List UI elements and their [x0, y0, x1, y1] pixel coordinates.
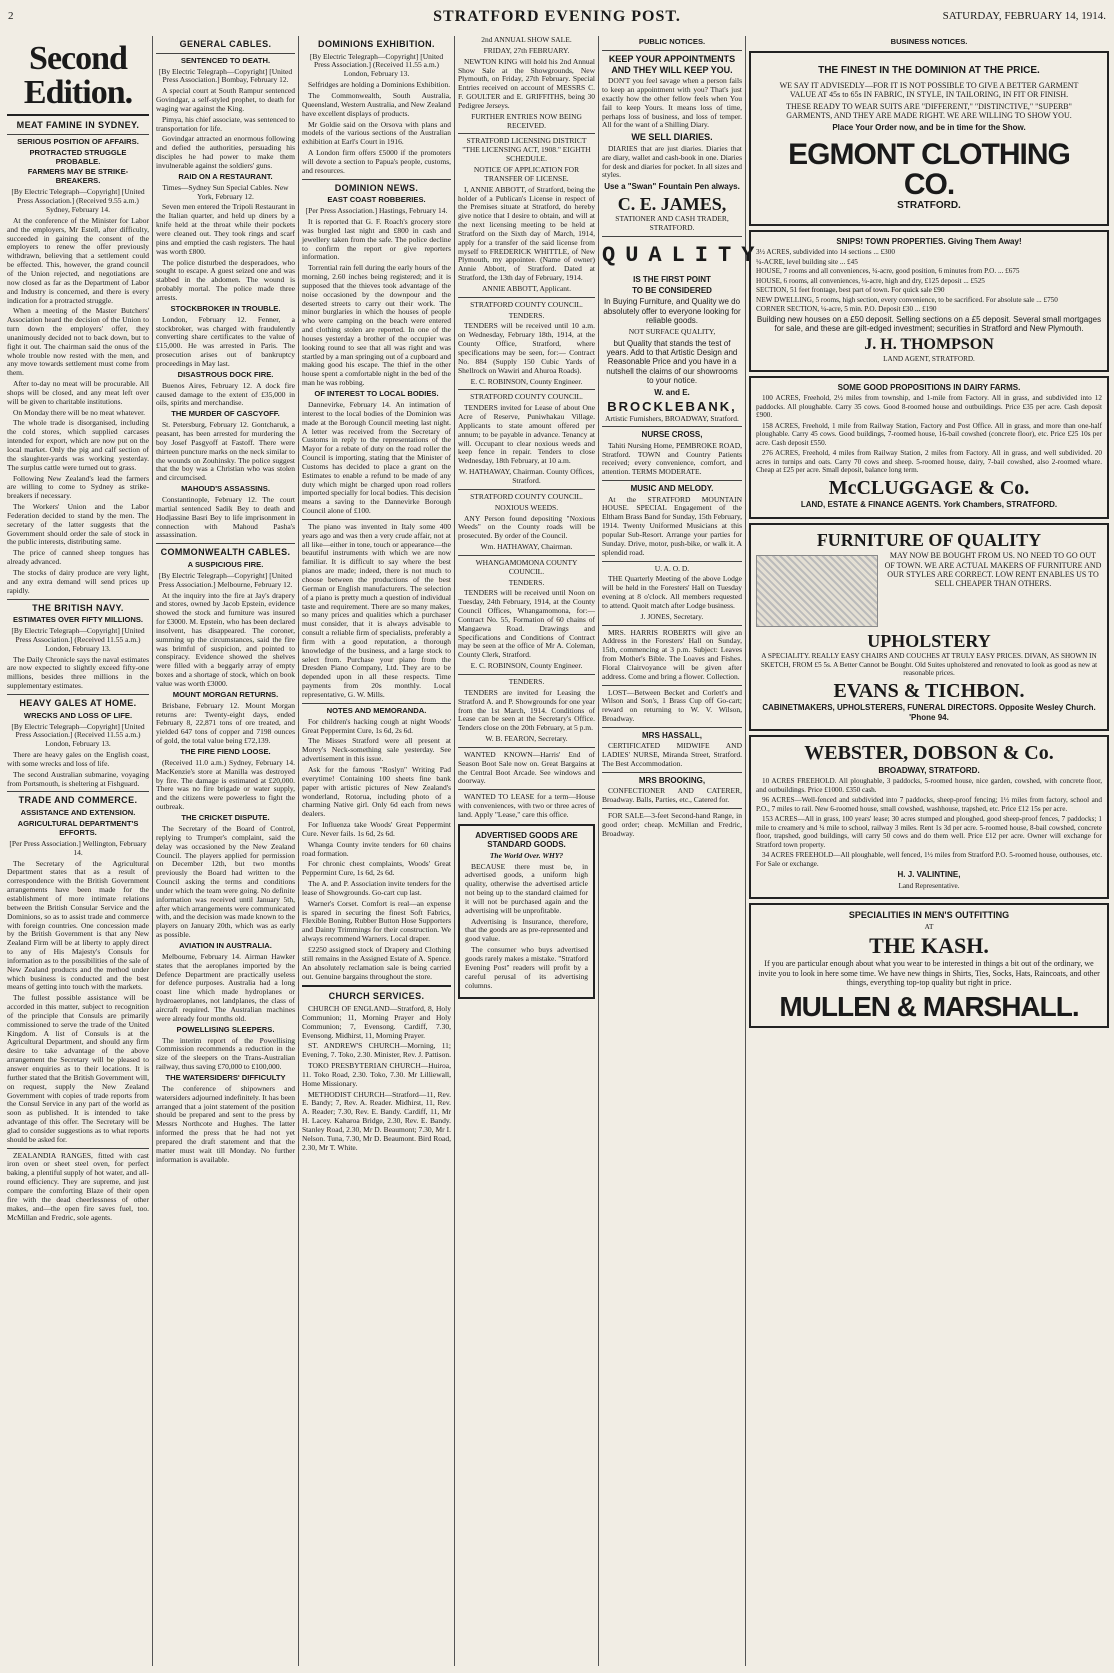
column-1 — [4, 36, 152, 1666]
article-paragraph: The interim report of the Powellising Commission recommends a reduction in the size of the sleepers on the Trans-Australian railway, thus saving £70,000 to £100,000. — [156, 1035, 295, 1072]
ad-signature: Land Representative. — [898, 881, 960, 890]
advertiser-name: THE KASH. — [869, 933, 989, 959]
property-listing: SECTION, 51 feet frontage, best part of town. For quick sale £90 — [756, 286, 945, 295]
subheadline: THE WATERSIDERS' DIFFICULTY — [165, 1072, 286, 1082]
article-paragraph: The price of canned sheep tongues has already advanced. — [7, 548, 149, 567]
notice-heading: STRATFORD COUNTY COUNCIL. — [470, 392, 583, 402]
subheadline: EAST COAST ROBBERIES. — [327, 195, 426, 205]
article-paragraph: The second Australian submarine, voyaging from Portsmouth, is sheltering at Fishguard. — [7, 769, 149, 788]
property-listing: 3½ ACRES, subdivided into 14 sections ... £300 — [756, 248, 895, 257]
advertisement-zealandia: ZEALANDIA RANGES, fitted with cast iron oven or sheet steel oven, for perfect baking, a plentiful supply of hot water, and all-round efficiency. They are supreme, and just compare the comforting Blaze of their open fire with the dead cheerlessness of other makes, and—the open fire saves fuel, too. McMillan and Fredric, sole agents. — [7, 1150, 149, 1222]
ad-body: DIARIES that are just diaries. Diaries that are diary, wallet and cash-book in one. Diaries for desk and diaries for pocket. In all sizes and styles. — [602, 143, 742, 180]
property-listing: ¼-ACRE, level building site ... £45 — [756, 257, 858, 266]
advertiser-name: BROCKLEBANK, — [607, 399, 737, 415]
ad-heading: SOME GOOD PROPOSITIONS IN DAIRY FARMS. — [837, 383, 1021, 392]
ad-text: In Buying Furniture, and Quality we do absolutely offer to everyone looking for reliable goods. — [603, 297, 741, 326]
notice-signature: W. B. FEARON, Secretary. — [485, 734, 568, 744]
notice-signature: E. C. ROBINSON, County Engineer. — [470, 376, 583, 386]
classified-ad: WANTED KNOWN—Harris' End of Season Boot Sale now on. Great Bargains at the Central Boot Arcade. See windows and doorway. — [458, 749, 595, 786]
article-paragraph: The Secretary of the Agricultural Department states that as a result of correspondence with the British Government arrangements have been made for the establishment of more intimate relations between the British Consular Service and the Dominions, so as to assist trade and commerce with foreign countries. One concession made by the British Government is that any New Zealand Firm will be at liberty to apply direct to any of His Majesty's Consuls for information as to the possibilities of the sale of New Zealand products and the method under which business is conducted and the best means of getting into touch with the markets. — [7, 858, 149, 992]
notice-body: TENDERS invited for Lease of about One Acre of Reserve, Puniwhakau Village. Applicants to state amount offered per annum; to be payable in advance. Tenancy at will. Occupant to clear noxious weeds and keep fence in repair. Tenders to close Wednesday, 18th February, at 10 a.m. — [458, 403, 595, 466]
kash-ad — [749, 903, 1109, 1028]
article-paragraph: The Secretary of the Board of Control, replying to Trumper's complaint, said the delay was occasioned by the New Zealand Council. The players applied for permission on December 12th, but two months previously the Board had written to the Council asking the terms and conditions under which the team were going. No definite information was received until January 5th, after which arrangements were communicated with, and the decision was made known to the players on January 20th, which was as early as possible. — [156, 823, 295, 940]
classified-ad: WANTED TO LEASE for a term—House with conveniences, with two or three acres of land. Apply "Lease," care this office. — [458, 792, 595, 819]
section-heading: BUSINESS NOTICES. — [890, 37, 968, 46]
church-listing: CHURCH OF ENGLAND—Stratford, 8, Holy Communion; 11, Morning Prayer and Holy Communion; 7, Evensong. Cardiff, 7.30, Evensong. Midhirst, 11, Morning Prayer. — [302, 1004, 451, 1040]
ad-text: MAY NOW BE BOUGHT FROM US. NO NEED TO GO OUT OF TOWN. WE ARE ACTUAL MAKERS OF FURNITURE AND OUR STYLES ARE CORRECT. LOW RENT ENABLES US TO SELL CHEAPER THAN OTHERS. — [884, 551, 1102, 589]
wire-credit: [By Electric Telegraph—Copyright] [United Press Association.] Melbourne, February 12. — [158, 570, 293, 589]
article-paragraph: Following New Zealand's lead the farmers are willing to come to Sydney as strike-breakers if necessary. — [7, 473, 149, 501]
box-text: BECAUSE there must be, in advertised goods, a uniform high quality, otherwise the advertised article not being up to the standard claimed for it will not be purchased again and the advertising will be unprofitable. — [465, 861, 588, 915]
ad-body: DON'T you feel savage when a person fails to keep an appointment with you? That's just exactly how the other fellow feels when You fail to keep Yours. It means loss of time, perhaps loss of business, and loss of temper. All for the want of a Shilling Diary. — [602, 76, 742, 130]
subheadline: ASSISTANCE AND EXTENSION. — [20, 808, 136, 818]
article-paragraph: The stocks of dairy produce are very light, and any extra demand will send prices up rapidly. — [7, 567, 149, 595]
newspaper-title: STRATFORD EVENING POST. — [433, 8, 681, 25]
advertiser-sub: STATIONER AND CASH TRADER, STRATFORD. — [615, 213, 729, 232]
box-subheading: The World Over. WHY? — [489, 850, 564, 860]
advertiser-name: McCLUGGAGE & Co. — [828, 476, 1030, 499]
article-paragraph: The piano was invented in Italy some 400 years ago and was then a very crude affair, not at all like—either in tone, touch or appearance—the beautiful instruments with which we are now familiar. It is difficult to say where the best pianos are made; indeed, there is not much to choose between the productions of the best German or English manufacturers. The selection of a piano is pretty much a question of individual taste and requirement. There are so many makes, so many prices and qualities which a purchaser must consider, that it is always advisable to consult a reliable firm of specialists, preferably a firm with a good reputation, a thorough knowledge of the business, and a large stock to select from. Purchase your piano from the Dresden Piano Company, Ltd. They are to be depended upon in all these respects. Time payments from 20s monthly. Local representative, G. W. Mills. — [302, 521, 451, 699]
ad-text: A SPECIALITY. REALLY EASY CHAIRS AND COUCHES AT TRULY EASY PRICES. DIVAN, AS SHOWN IN SKETCH, FROM £5 5s. A Better Cannot be Bought. Old Suites upholstered and renovated to look as good as new at reasonable prices. — [760, 652, 1098, 678]
church-listing: TOKO PRESBYTERIAN CHURCH—Huiroa, 11. Toko Road, 2.30. Toko, 7.30. Mr Lilliewall, Home Missionary. — [302, 1061, 451, 1088]
property-listing: NEW DWELLING, 5 rooms, high section, every convenience, to be sacrificed. For absolute sale ... £750 — [756, 295, 1058, 304]
ad-body: 96 ACRES—Well-fenced and subdivided into 7 paddocks, sheep-proof fencing; 1½ miles from factory, school and P.O., 7 miles to rail. New 6-roomed house, small cowshed, washhouse, trapshed, etc. Price £12 15s per acre. — [756, 796, 1102, 813]
article-paragraph: On Monday there will be no meat whatever. — [13, 407, 146, 417]
ad-body: 10 ACRES FREEHOLD. All ploughable, 3 paddocks, 5-roomed house, nice garden, cowshed, with concrete floor, and outbuildings. Price £1000. £350 cash. — [756, 777, 1102, 794]
article-paragraph: There are heavy gales on the English coast, with some wrecks and loss of life. — [7, 750, 149, 768]
ad-body: CERTIFICATED MIDWIFE AND LADIES' NURSE, Miranda Street, Stratford. The Best Accommodation. — [602, 741, 742, 769]
column-6 — [746, 36, 1112, 1666]
ad-body: 100 ACRES, Freehold, 2½ miles from township, and 1-mile from Factory. All in grass, and subdivided into 12 paddocks. All ploughable. Carry 35 cows. Good 8-roomed house and outbuildings. Price £35 per acre. Cash deposit £900. — [756, 394, 1102, 420]
article-paragraph: Melbourne, February 14. Airman Hawker states that the aeroplanes imported by the Defence Department are practically useless for defence purposes. Australia had a long coast line which made hydroplanes or hydroaeroplanes, not landplanes, the class of aircraft required. The Australian machines were already four months old. — [156, 951, 295, 1023]
headline: THE BRITISH NAVY. — [32, 602, 124, 613]
article-paragraph: The Misses Stratford were all present at Morey's Neck-something sale yesterday. See advertisement in this issue. — [302, 736, 451, 764]
notice-body: I, ANNIE ABBOTT, of Stratford, being the holder of a Publican's License in respect of the Premises situate at Stratford, do hereby give notice that I desire to obtain, and will at the next licensing meeting to be held at Stratford on the Sixth day of March, 1914, apply for a transfer of the said license from myself to FREDERICK WHITTLE, of New Plymouth, my appointee. (Name of owner) Annie Abbott, of Stratford. Dated at Stratford, the 13th day of February, 1914. — [458, 184, 595, 283]
ad-signature: H. J. VALINTINE, — [897, 870, 961, 880]
ad-heading: NURSE CROSS, — [641, 430, 703, 440]
ad-text: IS THE FIRST POINT — [633, 274, 711, 284]
subheadline: STOCKBROKER IN TROUBLE. — [170, 303, 281, 313]
notice-heading: NOXIOUS WEEDS. — [494, 502, 559, 512]
headline: GENERAL CABLES. — [179, 39, 272, 49]
ad-body: 34 ACRES FREEHOLD—All ploughable, well fenced, 1½ miles from Stratford P.O. 5-roomed house, outhouses, etc. For Sale or exchange. — [756, 851, 1102, 868]
box-text: Advertising is Insurance, therefore, that the goods are as pre-represented and good value. — [465, 916, 588, 944]
headline: CHURCH SERVICES. — [328, 991, 425, 1002]
box-text: The consumer who buys advertised goods rarely makes a mistake. "Stratford Evening Post" readers will profit by a careful perusal of its advertising columns. — [465, 945, 588, 990]
subheadline: NOTES AND MEMORANDA. — [326, 705, 427, 715]
advertiser-name: EGMONT CLOTHING CO. — [788, 138, 1070, 202]
article-paragraph: The conference of shipowners and watersiders adjourned indefinitely. It has been arranged that a joint statement of the position should be prepared and sent to the press by Messrs Northcote and Hughes. The latter informed the press that he had not yet prepared the draft statement and that the matter must wait till Monday. No further information is available. — [156, 1083, 295, 1164]
advertiser-name: C. E. JAMES, — [617, 193, 727, 214]
notice-heading: STRATFORD COUNTY COUNCIL. — [470, 299, 583, 309]
ad-text: NOT SURFACE QUALITY, — [628, 326, 716, 336]
headline: MEAT FAMINE IN SYDNEY. — [16, 120, 140, 130]
ad-text: WE SAY IT ADVISEDLY—FOR IT IS NOT POSSIBLE TO GIVE A BETTER GARMENT VALUE AT 45s to 65s IN FABRIC, IN STYLE, IN TAILORING, IN FIT OR FINISH. — [779, 80, 1079, 100]
ad-text: STRATFORD. — [897, 200, 961, 212]
ad-body: CONFECTIONER AND CATERER, Broadway. Balls, Parties, etc., Catered for. — [602, 786, 742, 805]
subheadline: WRECKS AND LOSS OF LIFE. — [23, 710, 133, 720]
church-listing: ST. ANDREW'S CHURCH—Morning, 11; Evening, 7. Toko, 2.30. Minister, Rev. J. Pattison. — [302, 1041, 451, 1060]
ad-heading: MUSIC AND MELODY. — [630, 484, 714, 494]
wire-credit: [By Electric Telegraph—Copyright] [United Press Association.] (Received 11.55 a.m.) London, February 13. — [11, 721, 145, 749]
advertiser-sub: LAND, ESTATE & FINANCE AGENTS. York Chambers, STRATFORD. — [800, 500, 1058, 510]
advertiser-sub: BROADWAY, STRATFORD. — [878, 765, 980, 775]
subheadline: THE MURDER OF CASCYOFF. — [171, 409, 280, 419]
ad-body: 276 ACRES, Freehold, 4 miles from Railway Station, 2 miles from Factory. All in grass, and well subdivided. 20 acres in turnips and oats. Carry 70 cows and sheep. 5-roomed house, dairy, 7-bail cowshed, also 2-roomed whare. Cheap at £25 per acre. Small deposit, balance long term. — [756, 449, 1102, 475]
advertiser-name: WEBSTER, DOBSON & Co. — [804, 742, 1054, 765]
advertiser-name: MULLEN & MARSHALL. — [779, 991, 1079, 1023]
subheadline: DISASTROUS DOCK FIRE. — [177, 369, 274, 379]
section-heading: PUBLIC NOTICES. — [638, 37, 706, 46]
column-5 — [599, 36, 765, 1666]
article-paragraph: For Influenza take Woods' Great Peppermint Cure. Never fails. 1s 6d, 2s 6d. — [302, 820, 451, 838]
advertiser-sub: Artistic Furnishers, BROADWAY, Stratford. — [605, 413, 739, 423]
ad-heading: WE SELL DIARIES. — [631, 132, 713, 143]
subheadline: PROTRACTED STRUGGLE PROBABLE. — [29, 147, 127, 166]
advertiser-name: EVANS & TICHBON. — [833, 679, 1025, 702]
property-listing: HOUSE, 6 rooms, all conveniences, ¼-acre, high and dry, £125 deposit ... £525 — [756, 276, 985, 285]
article-paragraph: Dannevirke, February 14. An intimation of interest to the local bodies of the Dominion was made at the Borough Council meeting last night. A letter was received from the Secretary of Customs in reply to the representations of the Mayor for a rebate of duty on the road roller the Council is importing, stating that the Minister of Customs has decided to place a grant on the Estimates to enable a refund to be made of any duty which might be charged upon road rollers imported specially for local bodies. This decision means a saving to the Dannevirke Borough Council alone of £100. — [302, 399, 451, 516]
property-list — [756, 248, 1102, 313]
notice-body: TENDERS are invited for Leasing the Stratford A. and P. Showgrounds for one year from the 1st March, 1914. Conditions of Lease can be seen at the Secretary's Office. Tenders close on the 20th February, at 5 p.m. — [458, 687, 595, 733]
article-paragraph: The police disturbed the desperadoes, who sought to escape. A guest seized one and was stabbed in the abdomen. The wound is probably mortal. The police made three arrests. — [156, 257, 295, 302]
article-paragraph: Constantinople, February 12. The court martial sentenced Sadik Bey to death and Hodjassine Basri Bey to life imprisonment in connection with Mahoud Pasha's assassination. — [156, 495, 295, 540]
ad-text: Use a "Swan" Fountain Pen always. — [604, 182, 740, 192]
column-3 — [299, 36, 454, 1666]
webster-dobson-ad — [749, 735, 1109, 899]
subheadline: ESTIMATES OVER FIFTY MILLIONS. — [12, 615, 144, 625]
article-paragraph: St. Petersburg, February 12. Gontcharuk, a peasant, has been arrested for murdering the boy Josef Pasgyoff at Fastoff. There were thirteen puncture marks on the neck similar to the wounds on Zouhinsky. The police suggest that the boy was a Christian who was stolen and circumcised. — [156, 420, 295, 483]
egmont-clothing-ad — [749, 51, 1109, 226]
headline: TRADE AND COMMERCE. — [18, 795, 138, 806]
wire-credit: [Per Press Association.] Wellington, February 14. — [9, 838, 147, 857]
article-paragraph: Warner's Corset. Comfort is real—an expense is spared in securing the finest Soft Fabrics, Flexible Boning, Rubber Button Hose Supporters and Dainty Trimmings for their construction. We always recommend Warners. Local draper. — [302, 898, 451, 944]
article-paragraph: The fullest possible assistance will be accorded in this matter, subject to recognition of the principle that Consuls are primarily commissioned to serve the trade of the United Kingdom. A list of Consuls is at the Agricultural Department, and should any firm desire to take advantage of the above arrangement the Secretary will be pleased to answer enquiries as to their locations. It is further stated that the British Government will, on request, supply the New Zealand Government with copies of trade reports from the Consul Service in any part of the world as soon as published. It is intended to take advantage of this offer. The Secretary will be glad to consider suggestions as to what reports should be asked for. — [7, 993, 149, 1144]
article-paragraph: When a meeting of the Master Butchers' Association heard the decision of the Union to turn down the employers' offer, they unanimously decided not to back down, but to fight it out. The chairman said the onus of the whole trouble now rested with the men, and any move towards settlement must come from them. — [7, 306, 149, 378]
article-paragraph: Buenos Aires, February 12. A dock fire caused damage to the extent of £35,000 in oils, spirits and merchandise. — [156, 380, 295, 408]
notice-heading: TENDERS. — [508, 310, 545, 320]
advertiser-sub: CABINETMAKERS, UPHOLSTERERS, FUNERAL DIRECTORS. Opposite Wesley Church. 'Phone 94. — [762, 703, 1096, 722]
ad-text: W. and E. — [654, 387, 690, 397]
subheadline: MAHOUD'S ASSASSINS. — [181, 484, 270, 494]
wire-credit: [By Electric Telegraph—Copyright] [United Press Association.] (Received 11.55 a.m.) London, February 13. — [309, 51, 444, 79]
ad-heading: U. A. O. D. — [654, 563, 690, 573]
ad-text: Place Your Order now, and be in time for the Show. — [832, 122, 1026, 132]
wire-credit: [By Electric Telegraph—Copyright] [United Press Association.] (Received 11.55 a.m.) London, February 13. — [11, 626, 145, 653]
subheadline: OF INTEREST TO LOCAL BODIES. — [314, 389, 439, 399]
notice-heading: NOTICE OF APPLICATION FOR TRANSFER OF LICENSE. — [473, 164, 580, 183]
quality-banner: QUALITY — [602, 242, 765, 268]
ad-body: At the STRATFORD MOUNTAIN HOUSE. SPECIAL Engagement of the Eltham Brass Band for Sunday, 15th February, 1914. Twenty Uniformed Musicians at this popular Sub-Resort. Arrange your parties for Sunday. Drive, motor, push-bike, or walk it. A splendid road. — [602, 494, 742, 557]
box-heading: ADVERTISED GOODS ARE STANDARD GOODS. — [475, 830, 578, 850]
subheadline: AGRICULTURAL DEPARTMENT'S EFFORTS. — [17, 819, 139, 837]
article-paragraph: Ask for the famous "Roslyn" Writing Pad everytime! Containing 100 sheets fine bank paper with artistic pictures of New Zealand's wonderland, Rotorua, including photo of a charming Native girl. Only 6d each from news dealers. — [302, 764, 451, 819]
notice-footer: FURTHER ENTRIES NOW BEING RECEIVED. — [471, 111, 582, 130]
article-paragraph: Pimya, his chief associate, was sentenced to transportation for life. — [156, 114, 295, 133]
notice-signature: E. C. ROBINSON, County Engineer. — [470, 661, 583, 671]
notice-signature: Wm. HATHAWAY, Chairman. — [480, 542, 573, 552]
article-paragraph: At the conference of the Minister for Labor and the employers, Mr Estell, after difficulty, succeeded in gaining the consent of the employers to renew the offer previously withdrawn, believing that a settlement could be effected. This, however, the grand council of the Union rejected, and negotiations are now closed as far as the Department of Labor and Industry is concerned, and there is every indication for a protracted struggle. — [7, 215, 149, 305]
ad-body: Tahiti Nursing Home, PEMBROKE ROAD, Stratford. TOWN and Country Patients received; every convenience, comfort, and attention. TERMS MODERATE. — [602, 440, 742, 477]
headline: COMMONWEALTH CABLES. — [160, 547, 291, 558]
subheadline: THE CRICKET DISPUTE. — [181, 813, 270, 823]
article-paragraph: After to-day no meat will be procurable. All shops will be closed, and any meat left over will be given to charitable institutions. — [7, 379, 149, 406]
notice-heading: 2nd ANNUAL SHOW SALE. — [481, 35, 572, 44]
ad-signature: J. JONES, Secretary. — [640, 611, 704, 621]
notice-heading: STRATFORD COUNTY COUNCIL. — [470, 491, 583, 501]
ad-body: THE Quarterly Meeting of the above Lodge will be held in the Foresters' Hall on Tuesday evening at 8 o'clock. All members requested to attend. Quoit match after Lodge business. — [602, 574, 742, 610]
ad-body: FOR SALE—3-feet Second-hand Range, in good order; cheap. McMillan and Fredric, Broadway. — [602, 811, 742, 838]
ad-text: AT — [924, 922, 934, 931]
wire-credit: [By Electric Telegraph—Copyright] [United Press Association.] (Received 9.55 a.m.) Sydney, February 14. — [11, 187, 145, 215]
subheadline: SERIOUS POSITION OF AFFAIRS. — [17, 136, 139, 146]
furniture-ad — [749, 523, 1109, 731]
notice-body: NEWTON KING will hold his 2nd Annual Show Sale at the Showgrounds, New Plymouth, on Friday, 27th February. Special Entries received on account of MESSRS C. F. GOULTER and E. GRIFFITHS, being 30 Pedigree Jerseys. — [458, 56, 595, 110]
notice-body: TENDERS will be received until 10 a.m. on Wednesday, February 18th, 1914, at the County Office, Stratford, where specifications may be seen, for:— Contract No. 884 (Supply 150 Cubic Yards of Shellrock on Wawiri and Ahuroa Roads). — [458, 321, 595, 375]
column-2 — [153, 36, 298, 1666]
article-paragraph: A special court at South Rampur sentenced Govindgar, a self-styled prophet, to death for waging war against the King. — [156, 86, 295, 113]
notice-body: ANY Person found depositing "Noxious Weeds" on the County roads will be prosecuted. By order of the Council. — [458, 513, 595, 541]
article-paragraph: Brisbane, February 12. Mount Morgan returns are: Twenty-eight days, ended February 8, 22,871 tons of ore treated, and yielded 647 tons of copper and 7198 ounces of gold, the total value being £72,139. — [156, 700, 295, 746]
ad-body: MRS. HARRIS ROBERTS will give an Address in the Foresters' Hall on Sunday, 15th, commencing at 3 p.m. Subject: Leaves from Mother's Bible. The Loaves and Fishes. Floral Clairvoyance will be given after address. Come and bring a flower. Collection. — [602, 627, 742, 681]
ad-text: Building new houses on a £50 deposit. Selling sections on a £5 deposit. Several small mortgages for sale, and these are gilt-edged investment; securities in Stratford and New Plymouth. — [756, 314, 1102, 334]
edition-banner: Second Edition. — [23, 40, 133, 111]
article-paragraph: Mr Goldie said on the Orsova with plans and models of the various sections of the Australian exhibition at Earl's Court in 1916. — [302, 119, 451, 147]
ad-heading: UPHOLSTERY — [867, 631, 991, 652]
article-paragraph: The Commonwealth, South Australia, Queensland, Western Australia, and New Zealand have excellent displays of products. — [302, 90, 452, 118]
advertiser-sub: LAND AGENT, STRATFORD. — [883, 354, 975, 363]
ad-text: THESE READY TO WEAR SUITS ARE "DIFFERENT," "DISTINCTIVE," "SUPERB" GARMENTS, AND THEY ARE MADE RIGHT. WE ARE WILLING TO SHOW YOU. — [786, 101, 1072, 121]
divan-illustration — [756, 555, 878, 627]
ad-body: LOST—Between Becket and Corlett's and Wilson and Son's, 1 Brass Cup off Go-cart; reward on returning to W. V. Wilson, Broadway. — [602, 687, 742, 724]
subheadline: SENTENCED TO DEATH. — [180, 55, 271, 65]
subheadline: AVIATION IN AUSTRALIA. — [179, 940, 272, 950]
article-paragraph: Selfridges are holding a Dominions Exhibition. — [308, 80, 451, 90]
issue-date: SATURDAY, FEBRUARY 14, 1914. — [942, 10, 1106, 22]
notice-heading: TENDERS. — [508, 577, 545, 587]
subheadline: A SUSPICIOUS FIRE. — [187, 559, 264, 569]
notice-signature: W. HATHAWAY, Chairman. County Offices, Stratford. — [458, 467, 595, 485]
article-paragraph: For children's hacking cough at night Woods' Great Peppermint Cure, 1s 6d, 2s 6d. — [302, 716, 451, 735]
column-4 — [455, 36, 598, 1666]
page-number: 2 — [8, 10, 14, 22]
wire-credit: [By Electric Telegraph—Copyright] [United Press Association.] Bombay, February 12. — [158, 66, 293, 85]
subheadline: THE FIRE FIEND LOOSE. — [180, 747, 271, 756]
advertised-goods-box — [458, 824, 595, 1000]
notice-heading: TENDERS. — [508, 677, 545, 686]
ad-heading: SNIPS! TOWN PROPERTIES. Giving Them Away! — [836, 236, 1022, 246]
headline: HEAVY GALES AT HOME. — [19, 697, 137, 708]
article-paragraph: The whole trade is disorganised, including the cold stores, which supplied carcases intended for export, which are now put on the local market. Only the pig and calf section of the slaughter-yards was working yesterday. The surplus cattle were turned out to grass. — [7, 418, 149, 472]
subheadline: POWELLISING SLEEPERS. — [176, 1024, 275, 1034]
article-paragraph: For chronic chest complaints, Woods' Great Peppermint Cure, 1s 6d, 2s 6d. — [302, 859, 451, 878]
notice-heading: STRATFORD LICENSING DISTRICT "THE LICENSING ACT, 1908." EIGHTH SCHEDULE. — [462, 136, 591, 164]
article-paragraph: London, February 12. Fenner, a stockbroker, was charged with fraudulently converting share certificates to the value of £15,000. He was arrested in Paris. The prosecution arises out of bankruptcy proceedings in May last. — [156, 314, 295, 368]
article-paragraph: The Daily Chronicle says the naval estimates are now expected to slightly exceed fifty-one millions, besides three millions in the supplementary estimates. — [7, 654, 149, 691]
property-listing: CORNER SECTION, ¼-acre, 5 min. P.O. Deposit £30 ... £190 — [756, 305, 937, 314]
masthead — [0, 0, 1114, 30]
article-paragraph: Govindgar attracted an enormous following and defied the authorities, persuading his disciples he had power to make them invulnerable against the soldiers' guns. — [156, 134, 295, 170]
ad-heading: KEEP YOUR APPOINTMENTS AND THEY WILL KEEP YOU. — [608, 53, 736, 75]
ad-heading: SPECIALITIES IN MEN'S OUTFITTING — [848, 910, 1010, 921]
headline: DOMINION NEWS. — [334, 182, 419, 193]
notice-signature: ANNIE ABBOTT, Applicant. — [481, 283, 572, 293]
article-paragraph: (Received 11.0 a.m.) Sydney, February 14. MacKenzie's store at Manilla was destroyed by fire. The damage is estimated at £20,000. There was no fire brigade or water supply, and the citizens were powerless to fight the outbreak. — [156, 757, 295, 812]
article-paragraph: £2250 assigned stock of Drapery and Clothing still remains in the Assigned Estate of A. Spence. An absolutely reclamation sale is being carried out. Genuine bargains throughout the store. — [302, 945, 451, 981]
article-paragraph: At the inquiry into the fire at Jay's drapery and stores, owned by Jacob Epstein, evidence showed the stock and furniture was insured for £3000. M. Epstein, who has been declared insolvent, has disappeared. The coroner, summing up the circumstances, said the fire was brimful of suspicion, and pointed to conspiracy. Evidence showed the shelves were filled with a beggarly array of empty boxes and a shortage of stock, which on book value was worth £3000. — [156, 590, 295, 688]
notice-body: TENDERS will be received until Noon on Tuesday, 24th February, 1914, at the County Council Offices, Whangamomona, for:— Contract No. 55, Formation of 60 chains of Mangaewa Road. Drawings and Specifications and Conditions of Contract may be seen at the office of Mr A. Coleman, County Clerk, Stratford. — [458, 588, 595, 660]
article-paragraph: It is reported that G. F. Roach's grocery store was burgled last night and £800 in cash and jewellery taken from the safe. The police decline to confirm the report or give reporters information. — [302, 216, 451, 262]
ad-body: 153 ACRES—All in grass, 100 years' lease; 30 acres stumped and ploughed, good sheep-proof fences, 7 paddocks; 1 mile to creamery and ¼ mile to school, railway 3 miles. Rent 1s 3d per acre. 5-roomed house, 8-bail cowshed, concrete floor, trapshed, good buildings, will carry 50 cows and do them well. Price £12 per acre. Owner will exchange for Stratford town property. — [756, 815, 1102, 849]
church-listing: METHODIST CHURCH—Stratford—11, Rev. E. Bandy; 7, Rev. A. Reader. Midhirst, 11, Rev. A. Reader; 7.30, Rev. E. Bandy. Cardiff, 11, Mr H. Lacey. Kaharoa Bridge, 2.30, Rev. E. Bandy. Stanley Road, 2.30, Mr D. Beaumont; 7.30, Mr I. Nelson. Tuna, 7.30, Mr D. Beaumont. Bird Road, 2.30, Mr T. White. — [302, 1089, 451, 1152]
ad-text: If you are particular enough about what you wear to be interested in things a bit out of the ordinary, we invite you to look in here some time. We have new things in Shirts, Ties, Socks, Hats, Raincoats, and other things, everything top-top quality but right in price. — [758, 959, 1100, 987]
dairy-farms-ad — [749, 376, 1109, 519]
article-paragraph: A London firm offers £5000 if the promoters will devote a section to Papua's people, customs, and resources. — [302, 148, 451, 175]
notice-heading: WHANGAMOMONA COUNTY COUNCIL. — [475, 557, 578, 576]
notice-heading: FRIDAY, 27th FEBRUARY. — [483, 45, 570, 55]
article-paragraph: Torrential rain fell during the early hours of the morning, 2.60 inches being registered; and it is supposed that the thieves took advantage of the noise occasioned by the downpour and the deserted streets to carry out their work. The minor burglaries in which the houses of people who were camping on the beach were entered and clothing stolen are reported. In one of the houses yesterday a brother of the occupier was looking round to see that all was right and was startled by a man springing out of a cupboard and making good his escape. The thief in the other house spent a comfortable night in the bed of the man he was robbing. — [302, 263, 451, 388]
article-paragraph: The Workers' Union and the Labor Federation decided to stand by the men. The secretary of the latter suggests that the Government should order the sale of stock in the public interests, distributing same. — [7, 502, 149, 547]
article-paragraph: Whanga County invite tenders for 60 chains road formation. — [302, 839, 451, 858]
subheadline: RAID ON A RESTAURANT. — [178, 171, 273, 181]
advertiser-name: J. H. THOMPSON — [864, 335, 994, 353]
ad-text: TO BE CONSIDERED — [632, 285, 712, 295]
subheadline: MOUNT MORGAN RETURNS. — [172, 689, 279, 699]
article-paragraph: The A. and P. Association invite tenders for the lease of Showgrounds. Go-cart cup last. — [302, 879, 451, 897]
article-paragraph: Seven men entered the Tripoli Restaurant in the Italian quarter, and held up diners by a knife held at the throat while their pockets were cleaned out. They took rings and scarf pins and emptied the cash registers. The haul was worth £800. — [156, 202, 295, 256]
ad-text: but Quality that stands the test of years. Add to that Artistic Design and Reasonable Price and you have in a nutshell the claims of our showrooms to your notice. — [606, 338, 738, 386]
ad-text: THE FINEST IN THE DOMINION AT THE PRICE. — [818, 64, 1040, 76]
ad-heading: MRS HASSALL, — [642, 731, 702, 741]
headline: DOMINIONS EXHIBITION. — [318, 39, 435, 49]
wire-credit: [Per Press Association.] Hastings, February 14. — [305, 206, 448, 216]
subheadline: FARMERS MAY BE STRIKE-BREAKERS. — [27, 167, 129, 186]
ad-heading: MRS BROOKING, — [638, 775, 706, 785]
ad-body: 158 ACRES, Freehold, 1 mile from Railway Station, Factory and Post Office. All in grass, and more than one-half ploughable. Carry 45 cows. Good buildings, 7-roomed house, 16-bail cowshed (concrete floor), etc. Price £25 10s per acre. Cash deposit £550. — [756, 421, 1102, 447]
thompson-ad — [749, 230, 1109, 372]
ad-heading: FURNITURE OF QUALITY — [816, 529, 1042, 550]
wire-credit: Times—Sydney Sun Special Cables. New York, February 12. — [162, 182, 289, 201]
property-listing: HOUSE, 7 rooms and all conveniences, ¼-acre, good position, 6 minutes from P.O. ... £675 — [756, 267, 1020, 276]
